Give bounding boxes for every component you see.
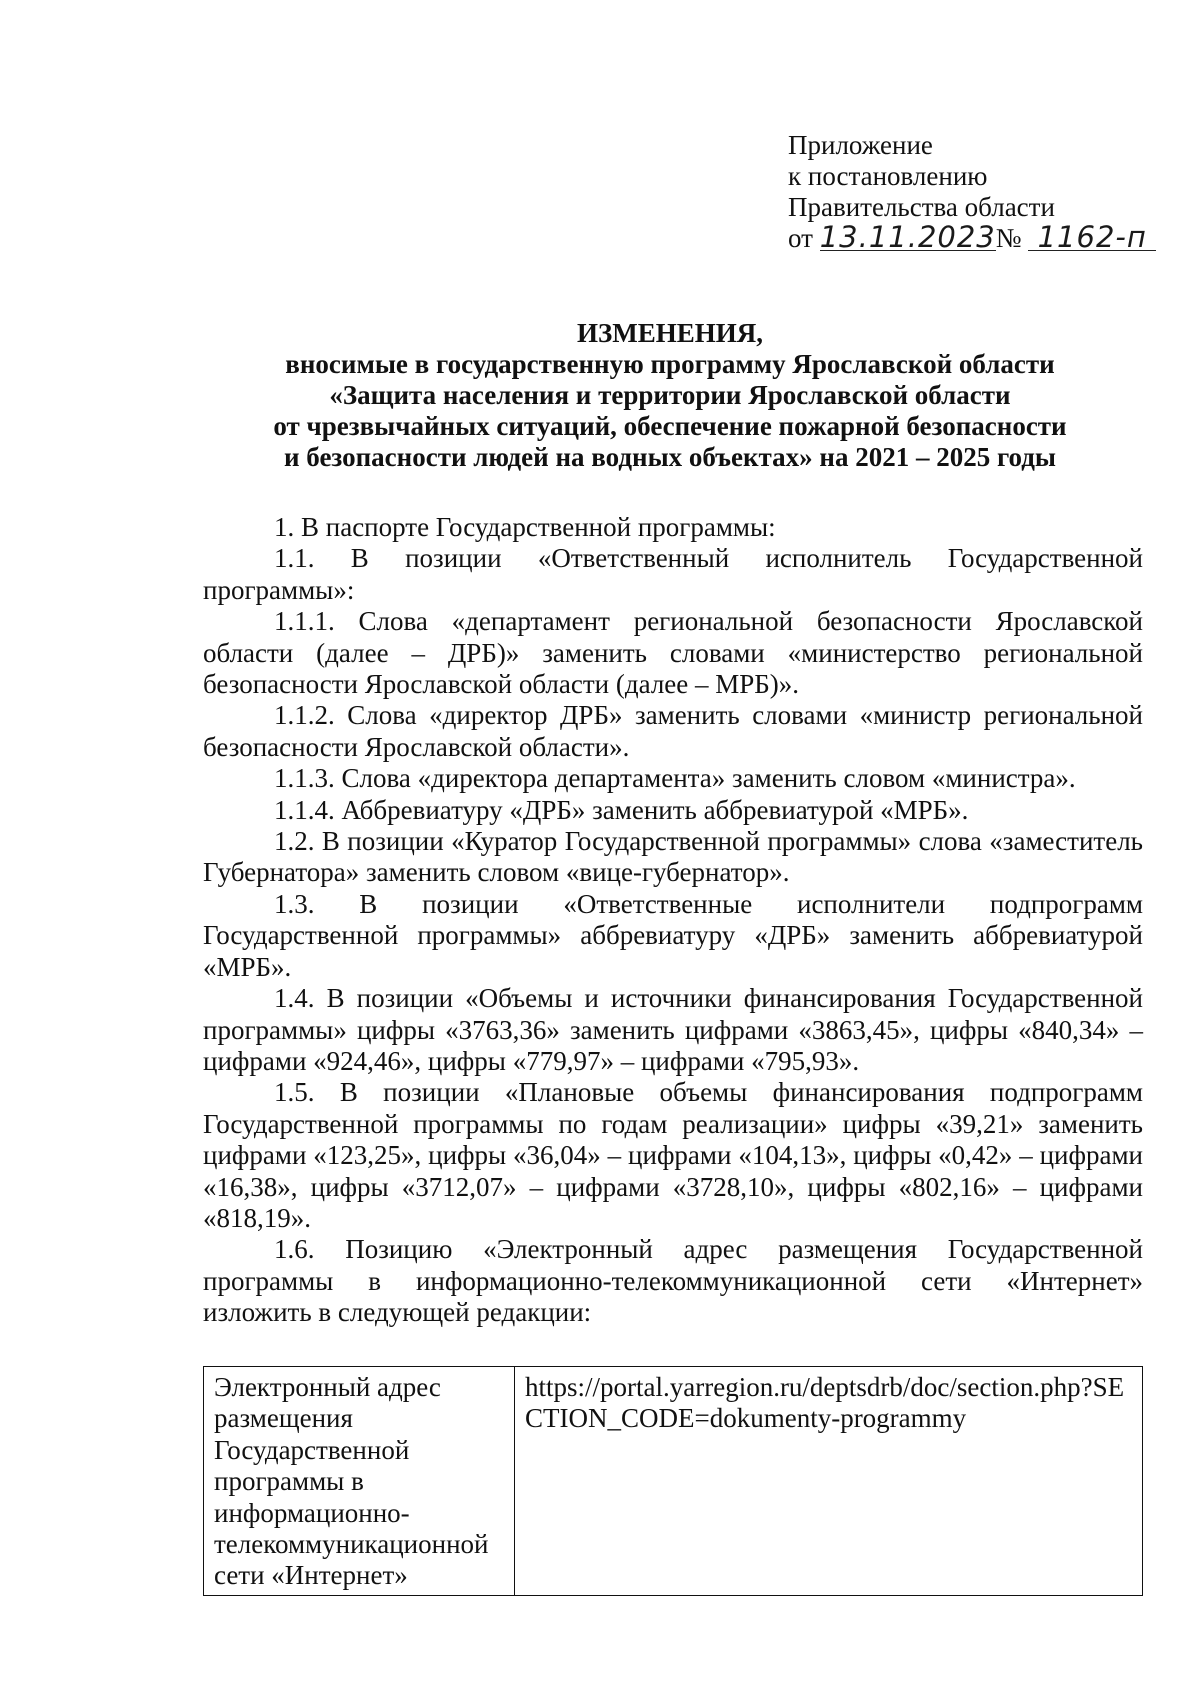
handwritten-number: 1162-п — [1028, 224, 1156, 251]
paragraph-1-2: 1.2. В позиции «Куратор Государственной программы» слова «заместитель Губернатора» заменить словом «вице-губернатор». — [203, 826, 1143, 888]
paragraph-1-1-3: 1.1.3. Слова «директора департамента» заменить словом «министра». — [274, 763, 1076, 794]
appendix-reference-line — [788, 220, 1156, 254]
paragraph-1-3: 1.3. В позиции «Ответственные исполнители подпрограмм Государственной программы» аббревиатуру «ДРБ» заменить аббревиатурой «МРБ». — [203, 888, 1143, 982]
document-body — [203, 512, 1143, 1329]
title-line-1: вносимые в государственную программу Ярославской области — [285, 349, 1055, 379]
title-line-4: и безопасности людей на водных объектах» на 2021 – 2025 годы — [284, 442, 1056, 472]
paragraph-1-4: 1.4. В позиции «Объемы и источники финансирования Государственной программы» цифры «3763,36» заменить цифрами «3863,45», цифры «840,34» – цифрами «924,46», цифры «779,97» – цифрами «795,93». — [203, 983, 1143, 1076]
appendix-line-2: к постановлению — [788, 161, 988, 191]
table-url-cell: https://portal.yarregion.ru/deptsdrb/doc/section.php?SECTION_CODE=dokumenty-programmy — [515, 1367, 1143, 1596]
paragraph-1-1-1: 1.1.1. Слова «департамент региональной безопасности Ярославской области (далее – ДРБ)» заменить словами «министерство региональной безопасности Ярославской области (далее – МРБ)». — [203, 606, 1143, 700]
paragraph-1-5: 1.5. В позиции «Плановые объемы финансирования подпрограмм Государственной программы по годам реализации» цифры «39,21» заменить цифрами «123,25», цифры «36,04» – цифрами «104,13», цифры «0,42» – цифрами «16,38», цифры «3712,07» – цифрами «3728,10», цифры «802,16» – цифрами «818,19». — [203, 1077, 1143, 1233]
paragraph-1: 1. В паспорте Государственной программы: — [274, 512, 776, 542]
handwritten-date: 13.11.2023 — [819, 220, 996, 254]
address-table — [203, 1366, 1143, 1596]
paragraph-1-1: 1.1. В позиции «Ответственный исполнитель Государственной программы»: — [203, 543, 1143, 605]
table-label-cell: Электронный адрес размещения Государственной программы в информационно-телекоммуникационной сети «Интернет» — [204, 1367, 515, 1596]
paragraph-1-1-4: 1.1.4. Аббревиатуру «ДРБ» заменить аббревиатурой «МРБ». — [274, 794, 969, 825]
document-title — [200, 318, 1140, 473]
paragraph-1-1-2: 1.1.2. Слова «директор ДРБ» заменить словами «министр региональной безопасности Ярославской области». — [203, 700, 1143, 762]
number-prefix: № — [995, 223, 1022, 253]
appendix-line-1: Приложение — [788, 130, 933, 160]
table-row — [204, 1367, 1143, 1596]
paragraph-1-6: 1.6. Позицию «Электронный адрес размещения Государственной программы в информационно-телекоммуникационной сети «Интернет» изложить в следующей редакции: — [203, 1234, 1143, 1328]
title-line-3: от чрезвычайных ситуаций, обеспечение пожарной безопасности — [273, 411, 1067, 441]
appendix-block — [788, 130, 1156, 254]
appendix-line-3: Правительства области — [788, 192, 1055, 222]
title-line-2: «Защита населения и территории Ярославской области — [329, 380, 1011, 410]
title-heading: ИЗМЕНЕНИЯ, — [576, 318, 763, 348]
date-prefix: от — [788, 223, 813, 253]
